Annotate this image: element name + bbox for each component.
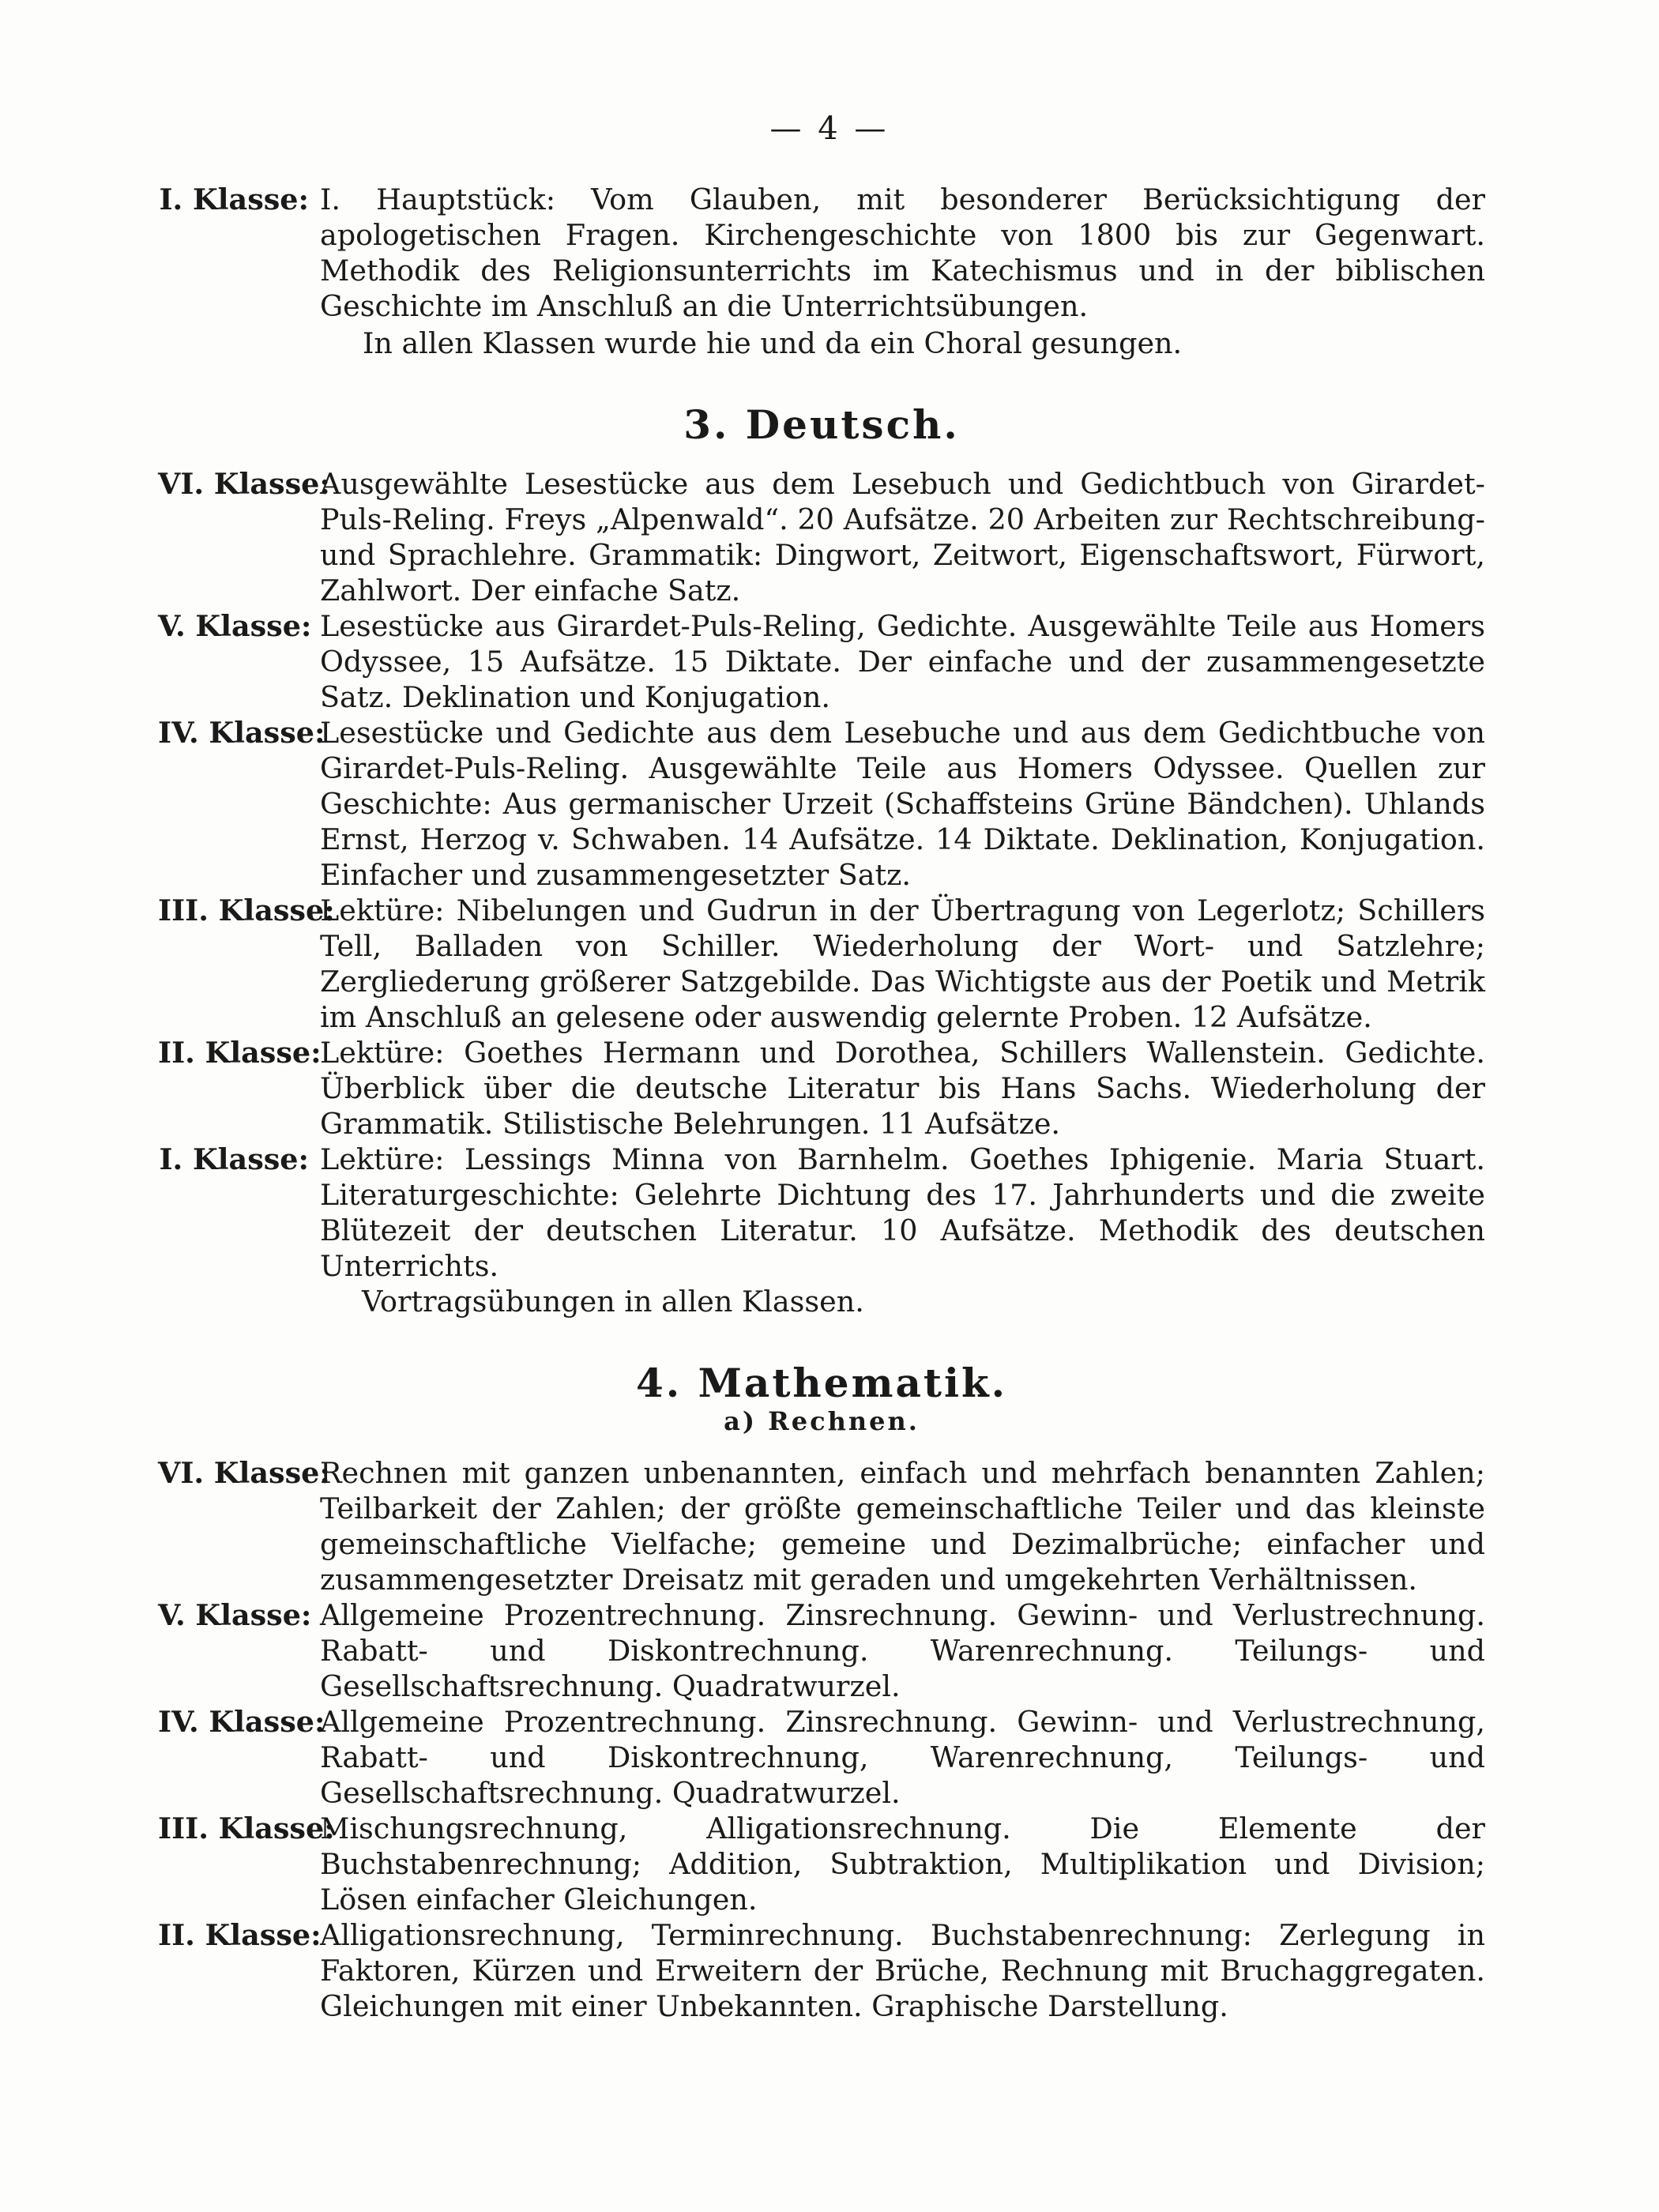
class-text: Lesestücke aus Girardet-Puls-Reling, Gedichte. Ausgewählte Teile aus Homers Odyssee, 15 Aufsätze. 15 Diktate. Der einfache und der zusammengesetzte Satz. Deklination und Konjugation. — [320, 609, 1485, 714]
deutsch-class-v-entry — [158, 608, 1485, 715]
class-text: Alligationsrechnung, Terminrechnung. Buchstabenrechnung: Zerlegung in Faktoren, Kürzen und Erweitern der Brüche, Rechnung mit Bruchaggregaten. Gleichungen mit einer Unbekannten. Graphische Darstellung. — [320, 1918, 1485, 2023]
class-text: Lektüre: Goethes Hermann und Dorothea, Schillers Wallenstein. Gedichte. Überblick über die deutsche Literatur bis Hans Sachs. Wiederholung der Grammatik. Stilistische Belehrungen. 11 Aufsätze. — [320, 1036, 1485, 1141]
page-content — [158, 182, 1485, 2024]
class-label: IV. Klasse: — [158, 1705, 325, 1739]
class-label: V. Klasse: — [158, 609, 312, 643]
class-text: Rechnen mit ganzen unbenannten, einfach und mehrfach benannten Zahlen; Teilbarkeit der Zahlen; der größte gemeinschaftliche Teiler und das kleinste gemeinschaftliche Vielfache; gemeine und Dezimalbrüche; einfacher und zusammengesetzter Dreisatz mit geraden und umgekehrten Verhältnissen. — [320, 1456, 1485, 1597]
deutsch-class-i-entry — [158, 1142, 1485, 1284]
section-heading-deutsch: 3. Deutsch. — [683, 401, 960, 448]
class-text: Lektüre: Lessings Minna von Barnhelm. Goethes Iphigenie. Maria Stuart. Literaturgeschichte: Gelehrte Dichtung des 17. Jahrhunderts und die zweite Blütezeit der deutschen Literatur. 10 Aufsätze. Methodik des deutschen Unterrichts. — [320, 1142, 1485, 1283]
deutsch-class-ii-entry — [158, 1035, 1485, 1142]
mathe-class-v-entry — [158, 1597, 1485, 1704]
page-number: — 4 — — [769, 111, 890, 147]
class-label: IV. Klasse: — [158, 716, 325, 750]
class-label: VI. Klasse: — [158, 467, 330, 501]
class-text: Ausgewählte Lesestücke aus dem Lesebuch und Gedichtbuch von Girardet-Puls-Reling. Freys „Alpenwald“. 20 Aufsätze. 20 Arbeiten zur Rechtschreibung- und Sprachlehre. Grammatik: Dingwort, Zeitwort, Eigenschaftswort, Fürwort, Zahlwort. Der einfache Satz. — [320, 467, 1485, 608]
class-text: I. Hauptstück: Vom Glauben, mit besonderer Berücksichtigung der apologetischen Fragen. Kirchengeschichte von 1800 bis zur Gegenwart. Methodik des Religionsunterrichts im Katechismus und in der biblischen Geschichte im Anschluß an die Unterrichtsübungen. — [320, 182, 1485, 323]
class-text: Lektüre: Nibelungen und Gudrun in der Übertragung von Legerlotz; Schillers Tell, Balladen von Schiller. Wiederholung der Wort- und Satzlehre; Zergliederung größerer Satzgebilde. Das Wichtigste aus der Poetik und Metrik im Anschluß an gelesene oder auswendig gelernte Proben. 12 Aufsätze. — [320, 893, 1485, 1034]
mathe-class-ii-entry — [158, 1917, 1485, 2024]
class-label: III. Klasse: — [158, 893, 335, 927]
deutsch-class-iii-entry — [158, 893, 1485, 1035]
class-label: I. Klasse: — [159, 1142, 309, 1176]
class-label: VI. Klasse: — [158, 1456, 330, 1490]
class-label: II. Klasse: — [158, 1036, 322, 1070]
class-text: Allgemeine Prozentrechnung. Zinsrechnung. Gewinn- und Verlustrechnung, Rabatt- und Diskontrechnung, Warenrechnung, Teilungs- und Gesellschaftsrechnung. Quadratwurzel. — [320, 1705, 1485, 1810]
mathe-class-vi-entry — [158, 1455, 1485, 1597]
class-label: III. Klasse: — [158, 1811, 335, 1845]
vortrag-note: Vortragsübungen in allen Klassen. — [362, 1285, 864, 1319]
class-text: Lesestücke und Gedichte aus dem Lesebuche und aus dem Gedichtbuche von Girardet-Puls-Reling. Ausgewählte Teile aus Homers Odyssee. Quellen zur Geschichte: Aus germanischer Urzeit (Schaffsteins Grüne Bändchen). Uhlands Ernst, Herzog v. Schwaben. 14 Aufsätze. 14 Diktate. Deklination, Konjugation. Einfacher und zusammengesetzter Satz. — [320, 716, 1485, 892]
class-label: V. Klasse: — [158, 1598, 312, 1632]
class-label: II. Klasse: — [158, 1918, 322, 1952]
subsection-heading-rechnen: a) Rechnen. — [724, 1406, 920, 1436]
class-label: I. Klasse: — [159, 182, 309, 216]
class-text: Mischungsrechnung, Alligationsrechnung. Die Elemente der Buchstabenrechnung; Addition, Subtraktion, Multiplikation und Division; Lösen einfacher Gleichungen. — [320, 1811, 1485, 1917]
section-heading-mathematik: 4. Mathematik. — [635, 1360, 1008, 1406]
deutsch-class-iv-entry — [158, 715, 1485, 893]
mathe-class-iii-entry — [158, 1811, 1485, 1917]
deutsch-class-vi-entry — [158, 466, 1485, 608]
class-text: Allgemeine Prozentrechnung. Zinsrechnung. Gewinn- und Verlustrechnung. Rabatt- und Diskontrechnung. Warenrechnung. Teilungs- und Gesellschaftsrechnung. Quadratwurzel. — [320, 1598, 1485, 1703]
religion-class-i-entry — [158, 182, 1485, 324]
mathe-class-iv-entry — [158, 1704, 1485, 1811]
choral-note: In allen Klassen wurde hie und da ein Choral gesungen. — [363, 326, 1183, 360]
